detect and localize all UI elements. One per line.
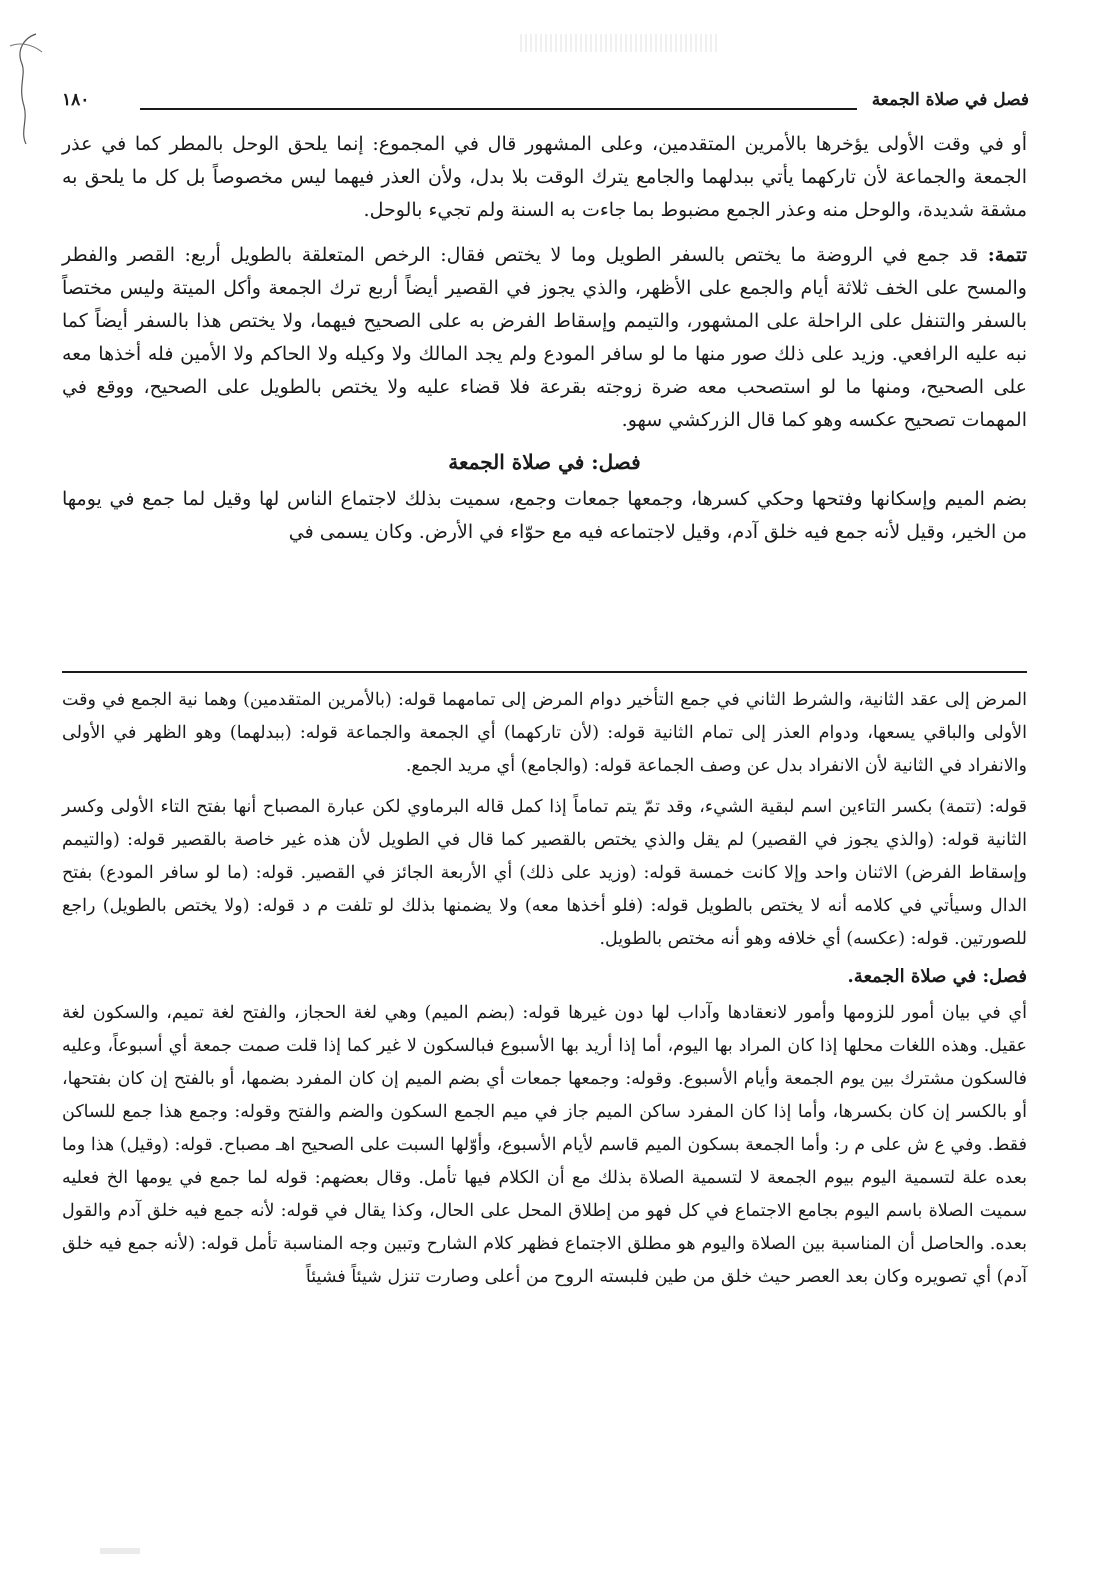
commentary-notes	[62, 684, 1027, 1294]
scan-smudge-bottom	[100, 1548, 140, 1554]
note-paragraph-3: أي في بيان أمور للزومها وأمور لانعقادها وآداب لها دون غيرها قوله: (بضم الميم) وهي لغة الحجاز، والفتح لغة تميم، والسكون لغة عقيل. وهذه اللغات محلها إذا كان المراد بها اليوم، أما إذا أريد بها الأسبوع فبالسكون لا غير كما إذا قلت صمت جمعة أي أسبوعاً، وعليه فالسكون مشترك بين يوم الجمعة وأيام الأسبوع. وقوله: وجمعها جمعات أي بضم الميم إن كان المفرد بضمها، أو بالفتح إن كان بفتحها، أو بالكسر إن كان بكسرها، وأما إذا كان المفرد ساكن الميم جاز في ميم الجمع السكون والضم والفتح وقوله: وجمع هذا جمع للساكن فقط. وفي ع ش على م ر: وأما الجمعة بسكون الميم قاسم لأيام الأسبوع، وأوّلها السبت على الصحيح اهـ مصباح. قوله: (وقيل) هذا وما بعده علة لتسمية اليوم بيوم الجمعة لا لتسمية الصلاة بذلك مع أن الكلام فيها تأمل. وقال بعضهم: قوله لما جمع في يومها الخ فعليه سميت الصلاة باسم اليوم بجامع الاجتماع في كل فهو من إطلاق المحل على الحال، وكذا يقال في قوله: لأنه جمع فيه خلق آدم والقول بعده. والحاصل أن المناسبة بين الصلاة واليوم هو مطلق الاجتماع فظهر كلام الشارح وتبين وجه المناسبة تأمل قوله: (لأنه جمع فيه خلق آدم) أي تصويره وكان بعد العصر حيث خلق من طين فلبسته الروح من أعلى وصارت تنزل شيئاً فشيئاً	[62, 1003, 1027, 1287]
main-paragraph-2	[62, 239, 1027, 437]
scan-smudge	[520, 34, 720, 52]
section-heading: فصل: في صلاة الجمعة	[448, 450, 641, 474]
main-paragraph-3: بضم الميم وإسكانها وفتحها وحكي كسرها، وجمعها جمعات وجمع، سميت بذلك لاجتماع الناس لها وقيل لما جمع في يومها من الخير، وقيل لأنه جمع فيه خلق آدم، وقيل لاجتماعه فيه مع حوّاء في الأرض. وكان يسمى في	[62, 488, 1027, 543]
note-heading: فصل: في صلاة الجمعة.	[847, 966, 1027, 987]
main-paragraph-1: أو في وقت الأولى يؤخرها بالأمرين المتقدمين، وعلى المشهور قال في المجموع: إنما يلحق الوحل بالمطر كما في عذر الجمعة والجماعة لأن تاركهما يأتي ببدلهما والجامع يترك الوقت بلا بدل، ولأن العذر فيهما ليس مخصوصاً بل كل ما يلحق به مشقة شديدة، والوحل منه وعذر الجمع مضبوط بما جاءت به السنة ولم تجيء بالوحل.	[62, 133, 1027, 221]
page-header	[62, 88, 1029, 122]
paragraph-body: قد جمع في الروضة ما يختص بالسفر الطويل وما لا يختص فقال: الرخص المتعلقة بالطويل أربع: القصر والفطر والمسح على الخف ثلاثة أيام والجمع على الأظهر، والذي يجوز في القصير أيضاً أربع ترك الجمعة وأكل الميتة وليس مختصاً بالسفر والتنفل على الراحلة على المشهور، والتيمم وإسقاط الفرض به على الصحيح فيهما، ولا يختص هذا بالسفر أيضاً كما نبه عليه الرافعي. وزيد على ذلك صور منها ما لو سافر المودع ولم يجد المالك ولا وكيله ولا الحاكم ولا الأمين فله أخذها معه على الصحيح، ومنها ما لو استصحب معه ضرة زوجته بقرعة فلا قضاء عليه ولا يختص بالطويل على الصحيح، ووقع في المهمات تصحيح عكسه وهو كما قال الزركشي سهو.	[62, 244, 1027, 431]
header-rule	[140, 108, 857, 110]
footnote-divider	[62, 671, 1027, 673]
page-number: ١٨٠	[62, 90, 90, 110]
main-text	[62, 128, 1027, 549]
running-title: فصل في صلاة الجمعة	[871, 90, 1029, 110]
scan-artifact-icon	[6, 28, 46, 148]
note-paragraph-2: قوله: (تتمة) بكسر التاءين اسم لبقية الشيء، وقد تمّ يتم تماماً إذا كمل قاله البرماوي لكن عبارة المصباح أنها بفتح التاء الأولى وكسر الثانية قوله: (والذي يجوز في القصير) لم يقل والذي يختص بالقصير كما قال في الطويل لأن هذه غير خاصة بالقصير قوله: (والتيمم وإسقاط الفرض) الاثنان واحد وإلا كانت خمسة قوله: (وزيد على ذلك) أي الأربعة الجائز في القصير. قوله: (ما لو سافر المودع) بفتح الدال وسيأتي في كلامه أنه لا يختص بالطويل قوله: (فلو أخذها معه) ولا يضمنها بذلك لو تلفت م د قوله: (ولا يختص بالطويل) راجع للصورتين. قوله: (عكسه) أي خلافه وهو أنه مختص بالطويل.	[62, 797, 1027, 949]
note-paragraph-1: المرض إلى عقد الثانية، والشرط الثاني في جمع التأخير دوام المرض إلى تمامهما قوله: (بالأمرين المتقدمين) وهما نية الجمع في وقت الأولى والباقي يسعها، ودوام العذر إلى تمام الثانية قوله: (لأن تاركهما) أي الجمعة والجماعة قوله: (ببدلهما) وهو الظهر في الأولى والانفراد في الثانية لأن الانفراد بدل عن وصف الجماعة قوله: (والجامع) أي مريد الجمع.	[62, 690, 1027, 776]
paragraph-lead: تتمة:	[987, 244, 1027, 266]
